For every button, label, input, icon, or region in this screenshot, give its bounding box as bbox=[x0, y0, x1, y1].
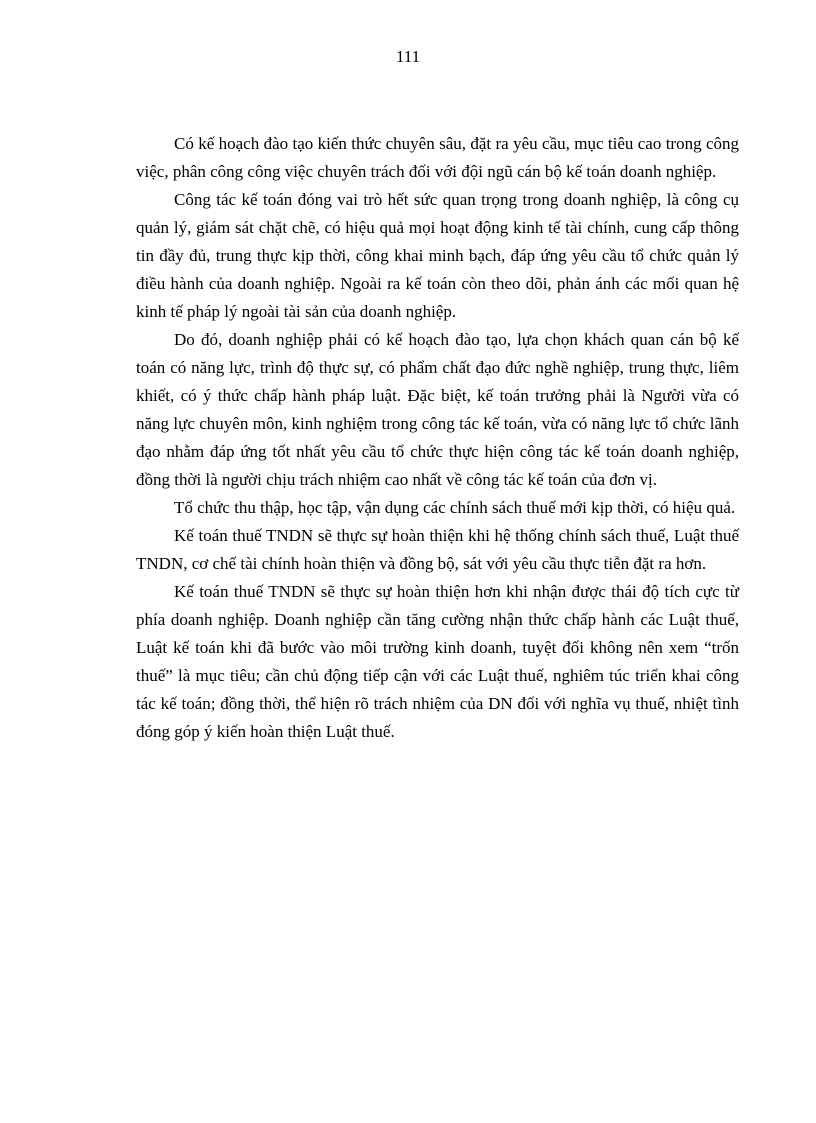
paragraph-tax-system-completion: Kế toán thuế TNDN sẽ thực sự hoàn thiện khi hệ thống chính sách thuế, Luật thuế TNDN, cơ chế tài chính hoàn thiện và đồng bộ, sát với yêu cầu thực tiễn đặt ra hơn. bbox=[136, 526, 739, 573]
paragraph-enterprise-attitude: Kế toán thuế TNDN sẽ thực sự hoàn thiện hơn khi nhận được thái độ tích cực từ phía doanh nghiệp. Doanh nghiệp cần tăng cường nhận thức chấp hành các Luật thuế, Luật kế toán khi đã bước vào môi trường kinh doanh, tuyệt đối không nên xem “trốn thuế” là mục tiêu; cần chủ động tiếp cận với các Luật thuế, nghiêm túc triển khai công tác kế toán; đồng thời, thể hiện rõ trách nhiệm của DN đối với nghĩa vụ thuế, nhiệt tình đóng góp ý kiến hoàn thiện Luật thuế. bbox=[136, 582, 739, 741]
paragraph-training-plan: Có kế hoạch đào tạo kiến thức chuyên sâu, đặt ra yêu cầu, mục tiêu cao trong công việc, phân công công việc chuyên trách đối với đội ngũ cán bộ kế toán doanh nghiệp. bbox=[136, 134, 739, 181]
paragraph-staff-selection: Do đó, doanh nghiệp phải có kế hoạch đào tạo, lựa chọn khách quan cán bộ kế toán có năng lực, trình độ thực sự, có phẩm chất đạo đức nghề nghiệp, trung thực, liêm khiết, có ý thức chấp hành pháp luật. Đặc biệt, kế toán trưởng phải là Người vừa có năng lực chuyên môn, kinh nghiệm trong công tác kế toán, vừa có năng lực tổ chức lãnh đạo nhằm đáp ứng tốt nhất yêu cầu tổ chức thực hiện công tác kế toán doanh nghiệp, đồng thời là người chịu trách nhiệm cao nhất về công tác kế toán của đơn vị. bbox=[136, 330, 739, 489]
page-number: 111 bbox=[395, 47, 421, 66]
paragraph-tax-policy-study: Tổ chức thu thập, học tập, vận dụng các chính sách thuế mới kịp thời, có hiệu quả. bbox=[174, 498, 736, 517]
document-body bbox=[136, 130, 739, 746]
paragraph-accounting-role: Công tác kế toán đóng vai trò hết sức quan trọng trong doanh nghiệp, là công cụ quản lý, giám sát chặt chẽ, có hiệu quả mọi hoạt động kinh tế tài chính, cung cấp thông tin đầy đủ, trung thực kịp thời, công khai minh bạch, đáp ứng yêu cầu tổ chức quản lý điều hành của doanh nghiệp. Ngoài ra kế toán còn theo dõi, phản ánh các mối quan hệ kinh tế pháp lý ngoài tài sản của doanh nghiệp. bbox=[136, 190, 739, 321]
